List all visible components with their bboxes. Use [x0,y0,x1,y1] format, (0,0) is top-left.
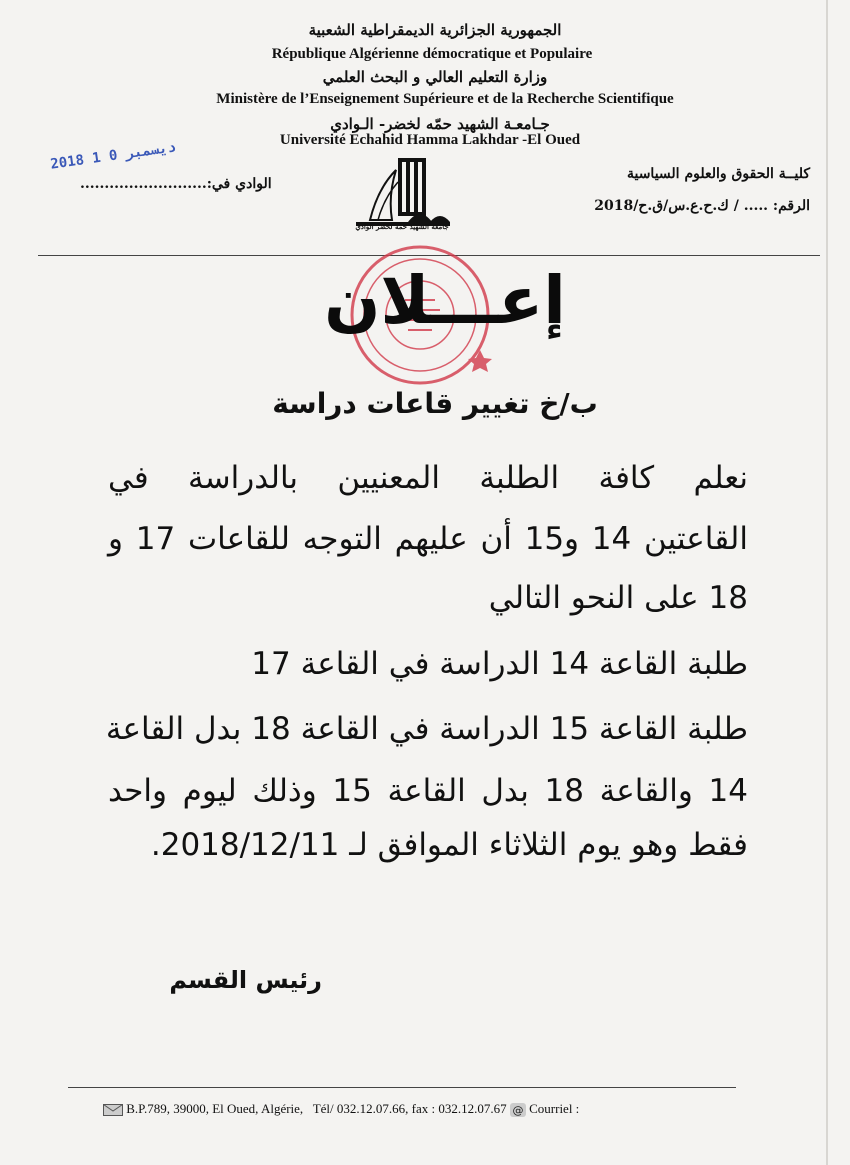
svg-text:@: @ [512,1104,524,1118]
country-name-arabic: الجمهورية الجزائرية الديمقراطية الشعبية [308,21,562,39]
signature-title: رئيس القسم [169,966,322,994]
page-edge [826,0,828,1165]
ministry-name-arabic: وزارة التعليم العالي و البحث العلمي [322,68,548,86]
country-name-french: République Algérienne démocratique et Populaire [271,46,593,62]
announcement-subject: ب/خ تغيير قاعات دراسة [272,387,598,420]
at-sign-icon [510,1103,526,1117]
footer-email-label: Courriel : [529,1101,580,1116]
envelope-icon [103,1104,123,1116]
body-line-2: القاعتين 14 و15 أن عليهم التوجه للقاعات 17 و [108,521,748,557]
body-line-6: 14 والقاعة 18 بدل القاعة 15 وذلك ليوم واحد [108,773,748,809]
announcement-title: إعـــلان [324,262,566,339]
body-line-5: طلبة القاعة 15 الدراسة في القاعة 18 بدل القاعة [105,711,748,747]
faculty-name: كليــة الحقوق والعلوم السياسية [626,166,810,182]
body-line-4: طلبة القاعة 14 الدراسة في القاعة 17 [251,646,748,682]
reference-number: الرقم: ..... / ك.ح.ع.س/ق.ح/2018 [594,198,810,214]
footer-phone-fax: Tél/ 032.12.07.66, fax : 032.12.07.67 [312,1101,507,1116]
date-stamp: 2018 1 0 ديسمبر [49,139,177,173]
university-name-arabic: جـامعـة الشهيد حمّه لخضر- الـوادي [330,115,550,133]
university-name-french: Université Echahid Hamma Lakhdar -El Oued [279,132,581,148]
footer-divider [68,1087,736,1088]
footer-contact [103,1101,579,1117]
ministry-name-french: Ministère de l’Enseignement Supérieure et de la Recherche Scientifique [216,91,674,107]
logo-caption: جامعة الشهيد حمه لخضر الوادي [355,222,449,231]
body-line-7: فقط وهو يوم الثلاثاء الموافق لـ 2018/12/11. [150,827,748,863]
footer-address: B.P.789, 39000, El Oued, Algérie, [126,1101,304,1116]
body-line-1: نعلم كافة الطلبة المعنيين بالدراسة في [108,460,748,496]
city-date-line: الوادي في:.......................... [80,176,272,192]
body-line-3: 18 على النحو التالي [488,580,748,616]
